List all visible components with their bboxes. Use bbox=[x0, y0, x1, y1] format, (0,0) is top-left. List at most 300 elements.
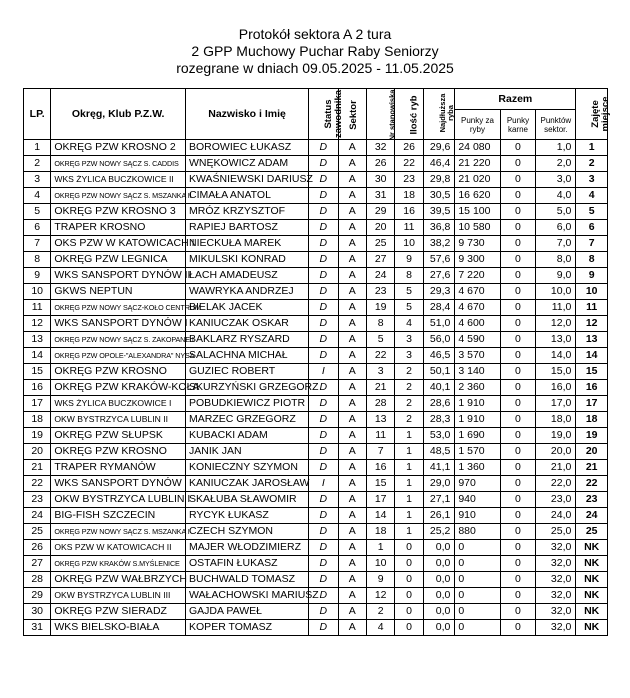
cell-longest: 29,6 bbox=[423, 140, 455, 156]
cell-longest: 27,1 bbox=[423, 492, 455, 508]
cell-penalty: 0 bbox=[500, 428, 536, 444]
cell-place: 25 bbox=[576, 524, 608, 540]
cell-pts-fish: 16 620 bbox=[455, 188, 500, 204]
cell-club: OKRĘG PZW WAŁBRZYCH bbox=[51, 572, 186, 588]
cell-place: NK bbox=[576, 604, 608, 620]
cell-name: RAPIEJ BARTOSZ bbox=[186, 220, 309, 236]
cell-status: D bbox=[309, 300, 338, 316]
cell-longest: 36,8 bbox=[423, 220, 455, 236]
competition-name: 2 GPP Muchowy Puchar Raby Seniorzy bbox=[191, 43, 439, 59]
cell-fish: 1 bbox=[395, 460, 423, 476]
cell-fish: 0 bbox=[395, 540, 423, 556]
cell-club: OKW BYSTRZYCA LUBLIN III bbox=[51, 588, 186, 604]
cell-pts-fish: 0 bbox=[455, 556, 500, 572]
cell-fish: 5 bbox=[395, 284, 423, 300]
cell-lp: 9 bbox=[24, 268, 51, 284]
cell-penalty: 0 bbox=[500, 236, 536, 252]
cell-name: MAJER WŁODZIMIERZ bbox=[186, 540, 309, 556]
cell-status: D bbox=[309, 396, 338, 412]
table-row bbox=[24, 396, 608, 412]
cell-name: KANIUCZAK JAROSŁAW bbox=[186, 476, 309, 492]
cell-name: KUBACKI ADAM bbox=[186, 428, 309, 444]
cell-lp: 16 bbox=[24, 380, 51, 396]
cell-longest: 46,5 bbox=[423, 348, 455, 364]
cell-status: D bbox=[309, 316, 338, 332]
cell-club: OKRĘG PZW OPOLE-"ALEXANDRA" NYSA bbox=[51, 348, 186, 364]
protocol-title: Protokół sektora A 2 tura bbox=[238, 26, 392, 42]
cell-status: D bbox=[309, 204, 338, 220]
cell-pts-sector: 17,0 bbox=[536, 396, 576, 412]
cell-pts-fish: 24 080 bbox=[455, 140, 500, 156]
table-row bbox=[24, 508, 608, 524]
cell-place: NK bbox=[576, 588, 608, 604]
cell-sector: A bbox=[338, 476, 366, 492]
cell-sector: A bbox=[338, 572, 366, 588]
cell-status: D bbox=[309, 332, 338, 348]
cell-club: WKS SANSPORT DYNÓW bbox=[51, 476, 186, 492]
cell-penalty: 0 bbox=[500, 252, 536, 268]
cell-fish: 3 bbox=[395, 332, 423, 348]
cell-fish: 0 bbox=[395, 604, 423, 620]
table-row bbox=[24, 556, 608, 572]
cell-lp: 30 bbox=[24, 604, 51, 620]
cell-pts-sector: 5,0 bbox=[536, 204, 576, 220]
cell-fish: 22 bbox=[395, 156, 423, 172]
cell-place: 16 bbox=[576, 380, 608, 396]
cell-sector: A bbox=[338, 524, 366, 540]
cell-fish: 2 bbox=[395, 364, 423, 380]
col-stand: Nr stanowiska bbox=[366, 89, 394, 140]
cell-stand: 30 bbox=[366, 172, 394, 188]
cell-pts-fish: 21 020 bbox=[455, 172, 500, 188]
cell-pts-fish: 2 360 bbox=[455, 380, 500, 396]
cell-stand: 20 bbox=[366, 220, 394, 236]
cell-lp: 14 bbox=[24, 348, 51, 364]
cell-fish: 1 bbox=[395, 524, 423, 540]
cell-fish: 5 bbox=[395, 300, 423, 316]
cell-lp: 31 bbox=[24, 620, 51, 636]
cell-longest: 50,1 bbox=[423, 364, 455, 380]
cell-pts-sector: 32,0 bbox=[536, 604, 576, 620]
table-row bbox=[24, 524, 608, 540]
cell-status: D bbox=[309, 556, 338, 572]
cell-fish: 0 bbox=[395, 588, 423, 604]
table-row bbox=[24, 588, 608, 604]
cell-lp: 3 bbox=[24, 172, 51, 188]
cell-pts-sector: 10,0 bbox=[536, 284, 576, 300]
cell-sector: A bbox=[338, 220, 366, 236]
cell-sector: A bbox=[338, 172, 366, 188]
cell-club: OKS PZW W KATOWICACH I bbox=[51, 236, 186, 252]
cell-place: 24 bbox=[576, 508, 608, 524]
cell-sector: A bbox=[338, 316, 366, 332]
cell-fish: 2 bbox=[395, 396, 423, 412]
cell-club: OKRĘG PZW NOWY SĄCZ-KOŁO CENTRUM bbox=[51, 300, 186, 316]
cell-penalty: 0 bbox=[500, 156, 536, 172]
cell-pts-fish: 1 910 bbox=[455, 396, 500, 412]
cell-penalty: 0 bbox=[500, 572, 536, 588]
cell-sector: A bbox=[338, 252, 366, 268]
cell-pts-sector: 13,0 bbox=[536, 332, 576, 348]
cell-club: TRAPER RYMANÓW bbox=[51, 460, 186, 476]
cell-lp: 21 bbox=[24, 460, 51, 476]
cell-pts-fish: 940 bbox=[455, 492, 500, 508]
cell-pts-fish: 1 690 bbox=[455, 428, 500, 444]
cell-pts-fish: 910 bbox=[455, 508, 500, 524]
cell-club: OKW BYSTRZYCA LUBLIN I bbox=[51, 492, 186, 508]
cell-stand: 26 bbox=[366, 156, 394, 172]
col-pts-fish: Punky za ryby bbox=[455, 110, 500, 140]
cell-place: 19 bbox=[576, 428, 608, 444]
cell-status: D bbox=[309, 620, 338, 636]
col-pts-sector: Punktów sektor. bbox=[536, 110, 576, 140]
cell-sector: A bbox=[338, 380, 366, 396]
cell-lp: 13 bbox=[24, 332, 51, 348]
cell-fish: 1 bbox=[395, 444, 423, 460]
cell-longest: 0,0 bbox=[423, 604, 455, 620]
cell-pts-sector: 18,0 bbox=[536, 412, 576, 428]
cell-sector: A bbox=[338, 508, 366, 524]
cell-sector: A bbox=[338, 396, 366, 412]
cell-longest: 29,8 bbox=[423, 172, 455, 188]
cell-pts-sector: 15,0 bbox=[536, 364, 576, 380]
col-status: Status zawodnika bbox=[309, 89, 338, 140]
cell-sector: A bbox=[338, 236, 366, 252]
cell-pts-sector: 14,0 bbox=[536, 348, 576, 364]
table-row bbox=[24, 412, 608, 428]
cell-penalty: 0 bbox=[500, 540, 536, 556]
cell-stand: 29 bbox=[366, 204, 394, 220]
cell-lp: 20 bbox=[24, 444, 51, 460]
cell-fish: 1 bbox=[395, 476, 423, 492]
cell-sector: A bbox=[338, 588, 366, 604]
cell-place: 12 bbox=[576, 316, 608, 332]
cell-fish: 18 bbox=[395, 188, 423, 204]
cell-lp: 2 bbox=[24, 156, 51, 172]
cell-penalty: 0 bbox=[500, 412, 536, 428]
cell-name: GUZIEC ROBERT bbox=[186, 364, 309, 380]
cell-pts-sector: 8,0 bbox=[536, 252, 576, 268]
cell-sector: A bbox=[338, 188, 366, 204]
cell-longest: 27,6 bbox=[423, 268, 455, 284]
cell-pts-sector: 22,0 bbox=[536, 476, 576, 492]
cell-pts-sector: 32,0 bbox=[536, 588, 576, 604]
cell-fish: 8 bbox=[395, 268, 423, 284]
cell-penalty: 0 bbox=[500, 396, 536, 412]
cell-longest: 51,0 bbox=[423, 316, 455, 332]
cell-lp: 11 bbox=[24, 300, 51, 316]
cell-pts-sector: 3,0 bbox=[536, 172, 576, 188]
table-row bbox=[24, 540, 608, 556]
cell-pts-sector: 16,0 bbox=[536, 380, 576, 396]
cell-pts-sector: 32,0 bbox=[536, 540, 576, 556]
cell-name: SKAŁUBA SŁAWOMIR bbox=[186, 492, 309, 508]
table-row bbox=[24, 380, 608, 396]
cell-place: 1 bbox=[576, 140, 608, 156]
cell-status: D bbox=[309, 268, 338, 284]
cell-status: D bbox=[309, 380, 338, 396]
cell-name: OSTAFIN ŁUKASZ bbox=[186, 556, 309, 572]
cell-place: NK bbox=[576, 572, 608, 588]
cell-penalty: 0 bbox=[500, 556, 536, 572]
table-row bbox=[24, 140, 608, 156]
cell-pts-sector: 25,0 bbox=[536, 524, 576, 540]
cell-sector: A bbox=[338, 540, 366, 556]
cell-sector: A bbox=[338, 140, 366, 156]
cell-place: 23 bbox=[576, 492, 608, 508]
cell-club: WKS SANSPORT DYNÓW II bbox=[51, 268, 186, 284]
cell-club: WKS SANSPORT DYNÓW I bbox=[51, 316, 186, 332]
table-row bbox=[24, 236, 608, 252]
cell-stand: 18 bbox=[366, 524, 394, 540]
cell-pts-sector: 4,0 bbox=[536, 188, 576, 204]
table-row bbox=[24, 300, 608, 316]
cell-place: 7 bbox=[576, 236, 608, 252]
competition-dates: rozegrane w dniach 09.05.2025 - 11.05.2025 bbox=[176, 60, 454, 76]
cell-sector: A bbox=[338, 204, 366, 220]
cell-pts-sector: 2,0 bbox=[536, 156, 576, 172]
cell-pts-fish: 0 bbox=[455, 572, 500, 588]
cell-longest: 28,6 bbox=[423, 396, 455, 412]
table-row bbox=[24, 156, 608, 172]
cell-lp: 22 bbox=[24, 476, 51, 492]
cell-penalty: 0 bbox=[500, 444, 536, 460]
cell-name: BIELAK JACEK bbox=[186, 300, 309, 316]
cell-longest: 53,0 bbox=[423, 428, 455, 444]
cell-pts-fish: 4 600 bbox=[455, 316, 500, 332]
cell-status: D bbox=[309, 604, 338, 620]
cell-place: 4 bbox=[576, 188, 608, 204]
cell-stand: 4 bbox=[366, 620, 394, 636]
cell-pts-fish: 1 910 bbox=[455, 412, 500, 428]
cell-pts-fish: 21 220 bbox=[455, 156, 500, 172]
cell-status: D bbox=[309, 508, 338, 524]
cell-lp: 24 bbox=[24, 508, 51, 524]
table-row bbox=[24, 428, 608, 444]
cell-club: OKW BYSTRZYCA LUBLIN II bbox=[51, 412, 186, 428]
col-sector: Sektor bbox=[338, 89, 366, 140]
cell-pts-fish: 15 100 bbox=[455, 204, 500, 220]
cell-club: OKRĘG PZW LEGNICA bbox=[51, 252, 186, 268]
cell-stand: 15 bbox=[366, 476, 394, 492]
cell-fish: 16 bbox=[395, 204, 423, 220]
cell-pts-fish: 7 220 bbox=[455, 268, 500, 284]
table-row bbox=[24, 572, 608, 588]
cell-sector: A bbox=[338, 444, 366, 460]
cell-name: GAJDA PAWEŁ bbox=[186, 604, 309, 620]
cell-pts-sector: 7,0 bbox=[536, 236, 576, 252]
cell-penalty: 0 bbox=[500, 492, 536, 508]
cell-penalty: 0 bbox=[500, 316, 536, 332]
cell-penalty: 0 bbox=[500, 476, 536, 492]
cell-status: D bbox=[309, 588, 338, 604]
col-lp: LP. bbox=[24, 89, 51, 140]
cell-pts-sector: 23,0 bbox=[536, 492, 576, 508]
cell-club: OKRĘG PZW SIERADZ bbox=[51, 604, 186, 620]
cell-lp: 19 bbox=[24, 428, 51, 444]
cell-club: OKRĘG PZW KRAKÓW S.MYŚLENICE bbox=[51, 556, 186, 572]
cell-penalty: 0 bbox=[500, 332, 536, 348]
cell-stand: 5 bbox=[366, 332, 394, 348]
cell-pts-fish: 4 670 bbox=[455, 284, 500, 300]
cell-stand: 19 bbox=[366, 300, 394, 316]
cell-status: D bbox=[309, 460, 338, 476]
cell-club: OKRĘG PZW KROSNO bbox=[51, 364, 186, 380]
cell-club: OKRĘG PZW NOWY SĄCZ S. ZAKOPANE I bbox=[51, 332, 186, 348]
cell-longest: 29,0 bbox=[423, 476, 455, 492]
cell-place: 2 bbox=[576, 156, 608, 172]
col-razem: Razem bbox=[455, 89, 576, 110]
cell-pts-sector: 6,0 bbox=[536, 220, 576, 236]
cell-longest: 25,2 bbox=[423, 524, 455, 540]
cell-name: KWAŚNIEWSKI DARIUSZ bbox=[186, 172, 309, 188]
cell-status: D bbox=[309, 524, 338, 540]
cell-sector: A bbox=[338, 428, 366, 444]
cell-longest: 28,3 bbox=[423, 412, 455, 428]
table-row bbox=[24, 492, 608, 508]
cell-sector: A bbox=[338, 364, 366, 380]
table-row bbox=[24, 316, 608, 332]
cell-pts-fish: 3 570 bbox=[455, 348, 500, 364]
cell-lp: 7 bbox=[24, 236, 51, 252]
cell-club: OKRĘG PZW NOWY SĄCZ S. MSZANKA II bbox=[51, 188, 186, 204]
cell-pts-fish: 9 730 bbox=[455, 236, 500, 252]
cell-lp: 10 bbox=[24, 284, 51, 300]
table-row bbox=[24, 348, 608, 364]
cell-stand: 11 bbox=[366, 428, 394, 444]
cell-penalty: 0 bbox=[500, 380, 536, 396]
cell-longest: 39,5 bbox=[423, 204, 455, 220]
cell-name: RYCYK ŁUKASZ bbox=[186, 508, 309, 524]
cell-place: 9 bbox=[576, 268, 608, 284]
cell-club: WKS BIELSKO-BIAŁA bbox=[51, 620, 186, 636]
cell-stand: 7 bbox=[366, 444, 394, 460]
cell-name: SALACHNA MICHAŁ bbox=[186, 348, 309, 364]
cell-stand: 13 bbox=[366, 412, 394, 428]
cell-stand: 23 bbox=[366, 284, 394, 300]
cell-status: D bbox=[309, 540, 338, 556]
cell-longest: 57,6 bbox=[423, 252, 455, 268]
cell-pts-fish: 970 bbox=[455, 476, 500, 492]
cell-place: 10 bbox=[576, 284, 608, 300]
table-row bbox=[24, 284, 608, 300]
cell-name: WNĘKOWICZ ADAM bbox=[186, 156, 309, 172]
cell-status: D bbox=[309, 572, 338, 588]
cell-longest: 41,1 bbox=[423, 460, 455, 476]
cell-penalty: 0 bbox=[500, 588, 536, 604]
cell-lp: 25 bbox=[24, 524, 51, 540]
table-row bbox=[24, 252, 608, 268]
col-club: Okręg, Klub P.Z.W. bbox=[51, 89, 186, 140]
cell-status: D bbox=[309, 444, 338, 460]
cell-stand: 1 bbox=[366, 540, 394, 556]
cell-fish: 0 bbox=[395, 572, 423, 588]
cell-name: WAWRYKA ANDRZEJ bbox=[186, 284, 309, 300]
cell-lp: 1 bbox=[24, 140, 51, 156]
cell-stand: 2 bbox=[366, 604, 394, 620]
cell-status: D bbox=[309, 140, 338, 156]
cell-pts-sector: 32,0 bbox=[536, 620, 576, 636]
cell-status: D bbox=[309, 172, 338, 188]
cell-penalty: 0 bbox=[500, 140, 536, 156]
cell-status: D bbox=[309, 156, 338, 172]
cell-lp: 26 bbox=[24, 540, 51, 556]
cell-place: NK bbox=[576, 540, 608, 556]
cell-stand: 21 bbox=[366, 380, 394, 396]
cell-sector: A bbox=[338, 300, 366, 316]
cell-fish: 0 bbox=[395, 556, 423, 572]
cell-penalty: 0 bbox=[500, 460, 536, 476]
cell-lp: 12 bbox=[24, 316, 51, 332]
cell-club: OKRĘG PZW KROSNO 3 bbox=[51, 204, 186, 220]
cell-penalty: 0 bbox=[500, 172, 536, 188]
cell-sector: A bbox=[338, 268, 366, 284]
cell-pts-fish: 9 300 bbox=[455, 252, 500, 268]
cell-name: BOROWIEC ŁUKASZ bbox=[186, 140, 309, 156]
cell-name: WAŁACHOWSKI MARIUSZ bbox=[186, 588, 309, 604]
cell-penalty: 0 bbox=[500, 268, 536, 284]
cell-place: 11 bbox=[576, 300, 608, 316]
cell-penalty: 0 bbox=[500, 284, 536, 300]
cell-sector: A bbox=[338, 460, 366, 476]
cell-longest: 38,2 bbox=[423, 236, 455, 252]
cell-pts-sector: 11,0 bbox=[536, 300, 576, 316]
cell-place: 6 bbox=[576, 220, 608, 236]
cell-club: OKRĘG PZW KROSNO 2 bbox=[51, 140, 186, 156]
cell-stand: 12 bbox=[366, 588, 394, 604]
cell-sector: A bbox=[338, 412, 366, 428]
cell-longest: 48,5 bbox=[423, 444, 455, 460]
cell-longest: 0,0 bbox=[423, 572, 455, 588]
cell-pts-sector: 20,0 bbox=[536, 444, 576, 460]
cell-lp: 8 bbox=[24, 252, 51, 268]
cell-place: 3 bbox=[576, 172, 608, 188]
cell-penalty: 0 bbox=[500, 604, 536, 620]
table-row bbox=[24, 476, 608, 492]
cell-pts-fish: 10 580 bbox=[455, 220, 500, 236]
cell-lp: 27 bbox=[24, 556, 51, 572]
table-row bbox=[24, 204, 608, 220]
col-longest: Najdłuższa ryba bbox=[423, 89, 455, 140]
cell-status: D bbox=[309, 220, 338, 236]
cell-name: KANIUCZAK OSKAR bbox=[186, 316, 309, 332]
cell-lp: 15 bbox=[24, 364, 51, 380]
table-row bbox=[24, 220, 608, 236]
cell-sector: A bbox=[338, 604, 366, 620]
table-row bbox=[24, 460, 608, 476]
cell-penalty: 0 bbox=[500, 300, 536, 316]
cell-club: GKWS NEPTUN bbox=[51, 284, 186, 300]
cell-longest: 40,1 bbox=[423, 380, 455, 396]
cell-longest: 30,5 bbox=[423, 188, 455, 204]
cell-club: OKRĘG PZW SŁUPSK bbox=[51, 428, 186, 444]
cell-sector: A bbox=[338, 332, 366, 348]
cell-pts-sector: 12,0 bbox=[536, 316, 576, 332]
cell-sector: A bbox=[338, 620, 366, 636]
table-row bbox=[24, 172, 608, 188]
cell-lp: 28 bbox=[24, 572, 51, 588]
cell-pts-fish: 4 590 bbox=[455, 332, 500, 348]
cell-status: D bbox=[309, 492, 338, 508]
cell-penalty: 0 bbox=[500, 204, 536, 220]
cell-name: BUCHWALD TOMASZ bbox=[186, 572, 309, 588]
cell-sector: A bbox=[338, 556, 366, 572]
cell-pts-fish: 1 570 bbox=[455, 444, 500, 460]
cell-lp: 4 bbox=[24, 188, 51, 204]
table-row bbox=[24, 332, 608, 348]
cell-penalty: 0 bbox=[500, 220, 536, 236]
cell-fish: 10 bbox=[395, 236, 423, 252]
